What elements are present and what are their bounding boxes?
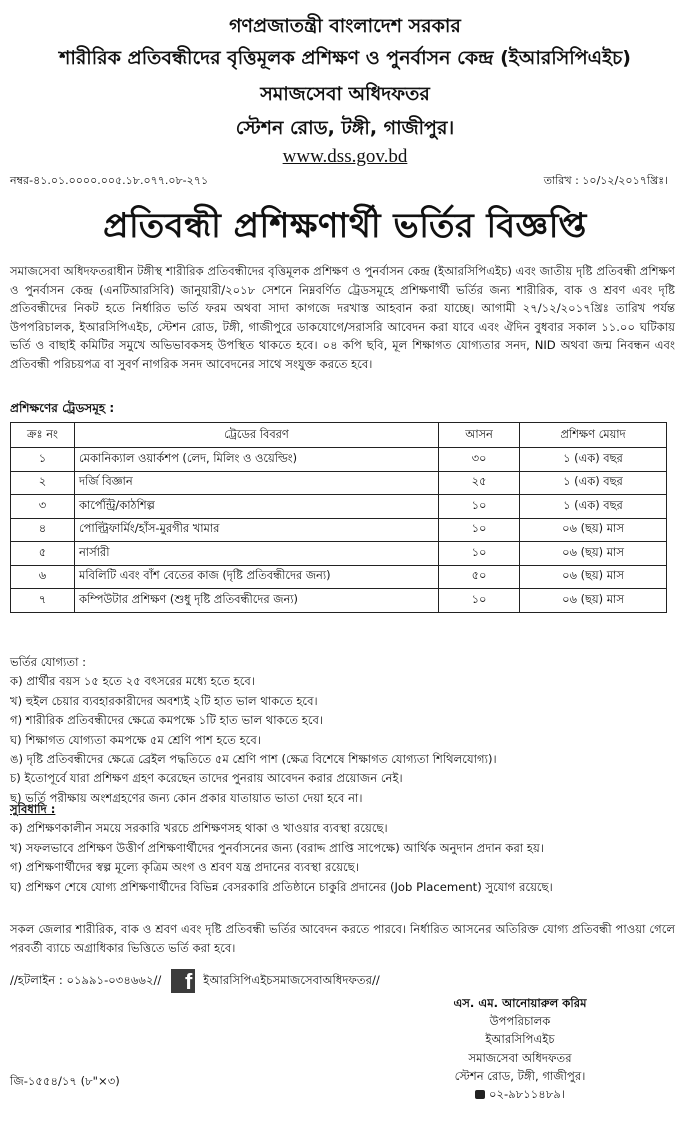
benefit-item: গ) প্রশিক্ষণার্থীদের স্বল্প মূল্যে কৃত্রিম অংগ ও শ্রবণ যন্ত্র প্রদানের ব্যবস্থা রয়েছে। <box>10 860 359 875</box>
closing-paragraph: সকল জেলার শারীরিক, বাক ও শ্রবণ এবং দৃষ্টি প্রতিবন্ধী ভর্তির আবেদন করতে পারবে। নির্ধারিত আসনের অতিরিক্ত যোগ্য প্রতিবন্ধী পাওয়া গেলে পরবর্তী ব্যাচে অগ্রাধিকার ভিত্তিতে ভর্তি করা হবে। <box>10 922 675 956</box>
signatory-phone-line <box>380 1085 660 1103</box>
table-row <box>11 448 667 472</box>
eligibility-item: ছ) ভর্তি পরীক্ষায় অংশগ্রহণের জন্য কোন প্রকার যাতায়াত ভাতা দেয়া হবে না। <box>10 790 363 805</box>
notice-title: প্রতিবন্ধী প্রশিক্ষণার্থী ভর্তির বিজ্ঞপ্তি <box>103 206 587 246</box>
reference-line <box>10 172 668 191</box>
signatory-org: ইআরসিপিএইচ <box>485 1032 555 1047</box>
table-row <box>11 495 667 519</box>
signatory-designation: উপপরিচালক <box>489 1014 551 1029</box>
cell-seats: ১০ <box>439 518 520 542</box>
facebook-icon[interactable]: f <box>171 969 195 993</box>
cell-trade: মেকানিক্যাল ওয়ার্কশপ (লেদ, মিলিং ও ওয়েল্ডিং) <box>75 448 439 472</box>
department-name: সমাজসেবা অধিদফতর <box>260 83 430 105</box>
eligibility-item: গ) শারীরিক প্রতিবন্ধীদের ক্ষেত্রে কমপক্ষে ১টি হাত ভাল থাকতে হবে। <box>10 713 324 728</box>
signatory-phone: ০২-৯৮১১৪৮৯। <box>488 1087 566 1102</box>
signatory-dept: সমাজসেবা অধিদফতর <box>468 1050 572 1065</box>
benefit-item: খ) সফলভাবে প্রশিক্ষণ উত্তীর্ণ প্রশিক্ষণার্থীদের পুনর্বাসনের জন্য (বরাদ্দ প্রাপ্তি সাপেক্ষে) আর্থিক অনুদান প্রদান করা হয়। <box>10 840 544 855</box>
cell-serial: ৫ <box>11 542 75 566</box>
cell-seats: ২৫ <box>439 471 520 495</box>
signatory-address: স্টেশন রোড, টঙ্গী, গাজীপুর। <box>454 1068 586 1083</box>
header-seats: আসন <box>439 423 520 448</box>
cell-duration: ০৬ (ছয়) মাস <box>520 542 667 566</box>
advert-code: জি-১৫৫৪/১৭ (৮"×৩) <box>10 1074 120 1088</box>
cell-trade: মবিলিটি এবং বাঁশ বেতের কাজ (দৃষ্টি প্রতিবন্ধীদের জন্য) <box>75 565 439 589</box>
cell-trade: কম্পিউটার প্রশিক্ষণ (শুধু দৃষ্টি প্রতিবন্ধীদের জন্য) <box>75 589 439 613</box>
trades-heading: প্রশিক্ষণের ট্রেডসমূহ : <box>10 401 115 415</box>
facebook-page-text[interactable]: ইআরসিপিএইচসমাজসেবাঅধিদফতর// <box>203 972 380 987</box>
cell-seats: ৫০ <box>439 565 520 589</box>
header-duration: প্রশিক্ষণ মেয়াদ <box>520 423 667 448</box>
eligibility-item: চ) ইতোপূর্বে যারা প্রশিক্ষণ গ্রহণ করেছেন তাদের পুনরায় আবেদন করার প্রয়োজন নেই। <box>10 771 403 786</box>
table-row <box>11 471 667 495</box>
eligibility-section <box>10 653 675 808</box>
center-name: শারীরিক প্রতিবন্ধীদের বৃত্তিমূলক প্রশিক্ষণ ও পুনর্বাসন কেন্দ্র (ইআরসিপিএইচ) <box>59 47 631 69</box>
hotline-text: //হটলাইন : ০১৯৯১-০৩৪৬৬২// <box>10 972 162 987</box>
cell-duration: ১ (এক) বছর <box>520 471 667 495</box>
signatory-name: এস. এম. আনোয়ারুল করিম <box>453 996 587 1010</box>
cell-seats: ৩০ <box>439 448 520 472</box>
table-row <box>11 565 667 589</box>
cell-seats: ১০ <box>439 589 520 613</box>
cell-duration: ১ (এক) বছর <box>520 495 667 519</box>
table-row <box>11 518 667 542</box>
signature-block <box>380 994 660 1103</box>
cell-duration: ০৬ (ছয়) মাস <box>520 518 667 542</box>
govt-name: গণপ্রজাতন্ত্রী বাংলাদেশ সরকার <box>229 15 461 37</box>
eligibility-item: ঙ) দৃষ্টি প্রতিবন্ধীদের ক্ষেত্রে ব্রেইল পদ্ধতিতে ৫ম শ্রেণি পাশ (ক্ষেত্র বিশেষে শিক্ষাগত যোগ্যতা শিথিলযোগ্য)। <box>10 752 497 767</box>
eligibility-heading: ভর্তির যোগ্যতা : <box>10 655 87 669</box>
cell-serial: ৭ <box>11 589 75 613</box>
cell-serial: ২ <box>11 471 75 495</box>
header-trade: ট্রেডের বিবরণ <box>75 423 439 448</box>
eligibility-item: ঘ) শিক্ষাগত যোগ্যতা কমপক্ষে ৫ম শ্রেণি পাশ হতে হবে। <box>10 732 261 747</box>
cell-trade: নার্সারী <box>75 542 439 566</box>
cell-serial: ৩ <box>11 495 75 519</box>
notice-date: তারিখ : ১০/১২/২০১৭খ্রিঃ। <box>543 174 668 187</box>
cell-seats: ১০ <box>439 495 520 519</box>
cell-serial: ৪ <box>11 518 75 542</box>
benefit-item: ক) প্রশিক্ষণকালীন সময়ে সরকারি খরচে প্রশিক্ষণসহ থাকা ও খাওয়ার ব্যবস্থা রয়েছে। <box>10 821 388 836</box>
website-link[interactable]: www.dss.gov.bd <box>282 146 408 167</box>
table-row <box>11 542 667 566</box>
eligibility-item: খ) হুইল চেয়ার ব্যবহারকারীদের অবশ্যই ২টি হাত ভাল থাকতে হবে। <box>10 693 318 708</box>
header-serial: ক্রঃ নং <box>11 423 75 448</box>
phone-icon <box>475 1090 485 1099</box>
benefits-heading: সুবিধাদি : <box>10 802 56 816</box>
cell-duration: ০৬ (ছয়) মাস <box>520 589 667 613</box>
memo-number: নম্বর-৪১.০১.০০০০.০০৫.১৮.০৭৭.০৮-২৭১ <box>10 174 209 187</box>
trades-table <box>10 422 667 613</box>
cell-serial: ৬ <box>11 565 75 589</box>
contact-row <box>10 968 380 994</box>
benefit-item: ঘ) প্রশিক্ষণ শেষে যোগ্য প্রশিক্ষণার্থীদের বিভিন্ন বেসরকারি প্রতিষ্ঠানে চাকুরি প্রদানের (Job Placement) সুযোগ রয়েছে। <box>10 879 553 894</box>
benefits-section <box>10 800 675 897</box>
cell-trade: কার্পেন্ট্রি/কাঠশিল্প <box>75 495 439 519</box>
cell-trade: দর্জি বিজ্ঞান <box>75 471 439 495</box>
cell-duration: ১ (এক) বছর <box>520 448 667 472</box>
table-header-row <box>11 423 667 448</box>
cell-serial: ১ <box>11 448 75 472</box>
cell-trade: পোল্ট্রিফার্মিং/হাঁস-মুরগীর খামার <box>75 518 439 542</box>
cell-duration: ০৬ (ছয়) মাস <box>520 565 667 589</box>
office-address: স্টেশন রোড, টঙ্গী, গাজীপুর। <box>235 117 455 139</box>
table-row <box>11 589 667 613</box>
cell-seats: ১০ <box>439 542 520 566</box>
eligibility-item: ক) প্রার্থীর বয়স ১৫ হতে ২৫ বৎসরের মধ্যে হতে হবে। <box>10 674 255 689</box>
intro-paragraph: সমাজসেবা অধিদফতরাধীন টঙ্গীস্থ শারীরিক প্রতিবন্ধীদের বৃত্তিমূলক প্রশিক্ষণ ও পুনর্বাসন কেন্দ্র (ইআরসিপিএইচ) এবং জাতীয় দৃষ্টি প্রতিবন্ধী প্রশিক্ষণ ও পুনর্বাসন কেন্দ্র (এনটিআরসিবি) জানুয়ারী/২০১৮ সেশনে নিম্নবর্ণিত ট্রেডসমূহে প্রশিক্ষণার্থী ভর্তির জন্য শারীরিক, বাক ও শ্রবণ এবং দৃষ্টি প্রতিবন্ধীদের নিকট হতে নির্ধারিত ভর্তি ফরম অথবা সাদা কাগজে দরখাস্ত আহবান করা যাচ্ছে। আগামী ২৭/১২/২০১৭খ্রিঃ তারিখ পর্যন্ত উপপরিচালক, ইআরসিপিএইচ, স্টেশন রোড, টঙ্গী, গাজীপুরে ডাকযোগে/সরাসরি আবেদন করা যাবে এবং ঐদিন বুধবার সকাল ১১.০০ ঘটিকায় ভর্তি ও বাছাই কমিটির সমুখে অভিভাবকসহ উপস্থিত থাকতে হবে। ০৪ কপি ছবি, মূল শিক্ষাগত যোগ্যতার সনদ, NID অথবা জন্ম নিবন্ধন এবং প্রতিবন্ধী পরিচয়পত্র বা সুবর্ণ নাগরিক সনদ আবেদনের সাথে সংযুক্ত করতে হবে। <box>10 264 675 371</box>
website-line <box>0 146 690 168</box>
